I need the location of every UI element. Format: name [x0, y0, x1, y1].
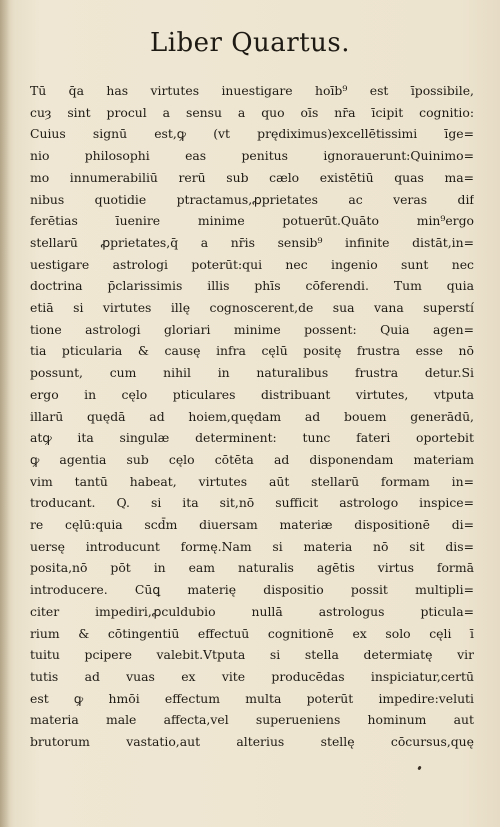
text-line: tuitu pcipere valebit.Vtputa si stella determiatę vir [30, 647, 474, 663]
text-line: Tū q̄a has virtutes inuestigare hoīb⁹ est īpossibile, [30, 83, 474, 98]
text-line: tia pticularia & causę infra cęlū positę frustra esse nō [30, 343, 474, 359]
text-line: ferētias īuenire minime potuerūt.Quāto min⁹ergo [30, 213, 474, 229]
text-line: est ꝙ hmōi effectum multa poterūt impedire:veluti [30, 690, 474, 706]
text-line: nibus quotidie ptractamus,ꝓprietates ac veras dif [30, 191, 474, 207]
text-line: posita,nō pōt in eam naturalis agētis virtus formā [30, 560, 474, 576]
text-line: Cuius signū est,ꝙ (vt prędiximus)excellētissimi īge= [30, 126, 474, 142]
text-line: vim tantū habeat, virtutes aūt stellarū formam in= [30, 473, 474, 489]
text-line: illarū quędā ad hoiem,quędam ad bouem generādū, [30, 408, 474, 424]
text-line: uestigare astrologi poterūt:qui nec ingenio sunt nec [30, 256, 474, 272]
text-line: mo innumerabiliū rerū sub cælo existētiū quas ma= [30, 169, 474, 185]
text-line: atꝙ ita singulæ determinent: tunc fateri oportebit [30, 430, 474, 446]
text-line: tutis ad vuas ex vite producēdas inspiciatur,certū [30, 668, 474, 684]
text-line: troducant. Q. si ita sit,nō sufficit astrologo inspice= [30, 495, 474, 511]
ink-speck [417, 766, 422, 771]
page-gutter-shadow [0, 0, 10, 827]
text-line: citer impediri,ꝓculdubio nullā astrologus pticula= [30, 603, 474, 619]
text-line: introducere. Cūꝗ materię dispositio possit multipli= [30, 582, 474, 598]
text-line: etiā si virtutes illę cognoscerent,de sua vana superstí [30, 300, 474, 316]
text-line: ergo in cęlo pticulares distribuant virtutes, vtputa [30, 386, 474, 402]
text-line: rium & cōtingentiū effectuū cognitionē ex solo cęli ī [30, 625, 474, 641]
page-heading: Liber Quartus. [149, 28, 351, 58]
text-line: possunt, cum nihil in naturalibus frustra detur.Si [30, 365, 474, 381]
text-line: doctrina p̄clarissimis illis phīs cōferendi. Tum quia [30, 278, 474, 294]
text-line: re cęlū:quia scd̄m diuersam materiæ dispositionē di= [30, 517, 474, 533]
text-line: tione astrologi gloriari minime possent: Quia agen= [30, 321, 474, 337]
text-line: ꝙ agentia sub cęlo cōtēta ad disponendam materiam [30, 451, 474, 467]
text-line: brutorum vastatio,aut alterius stellę cōcursus,quę [30, 734, 474, 750]
text-line: uersę introducunt formę.Nam si materia nō sit dis= [30, 538, 474, 554]
text-line: nio philosophi eas penitus ignorauerunt:Quinimo= [30, 148, 474, 164]
page-body-text [30, 80, 474, 753]
text-line: stellarū ꝓprietates,q̄ a nr̄is sensib⁹ infinite distāt,in= [30, 234, 474, 250]
text-line: cuȝ sint procul a sensu a quo oīs nr̄a īcipit cognitio: [30, 104, 474, 120]
text-line: materia male affecta,vel superueniens hominum aut [30, 712, 474, 728]
